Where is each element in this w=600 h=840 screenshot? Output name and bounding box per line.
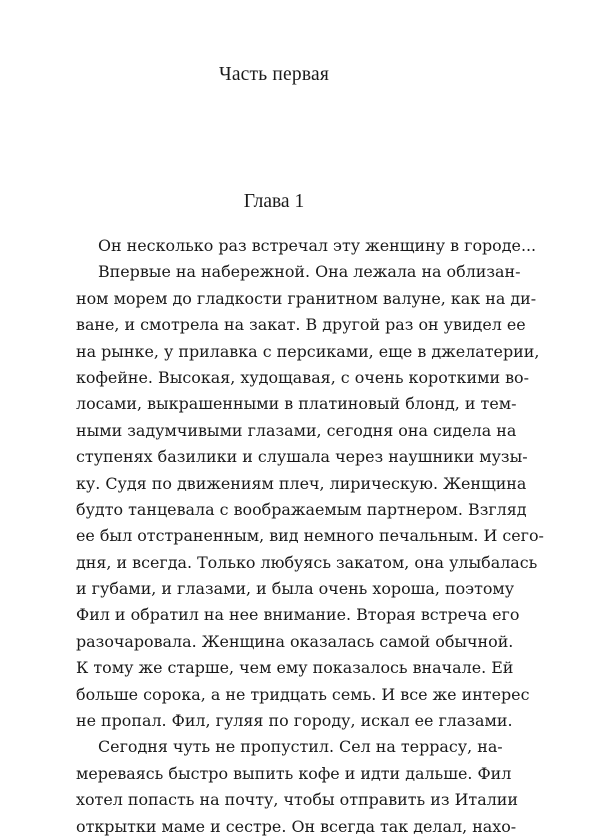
text-line: кофейне. Высокая, худощавая, с очень короткими во- xyxy=(76,367,529,387)
text-line: ване, и смотрела на закат. В другой раз он увидел ее xyxy=(76,315,526,335)
text-line: ее был отстраненным, вид немного печальным. И сего- xyxy=(76,526,544,546)
text-line: лосами, выкрашенными в платиновый блонд, и тем- xyxy=(76,394,517,414)
text-line: мереваясь быстро выпить кофе и идти дальше. Фил xyxy=(76,763,512,783)
text-line: Сегодня чуть не пропустил. Сел на террасу, на- xyxy=(98,737,503,757)
text-line: больше сорока, а не тридцать семь. И все же интерес xyxy=(76,684,530,704)
chapter-body xyxy=(76,233,544,840)
text-line: разочаровала. Женщина оказалась самой обычной. xyxy=(76,631,514,651)
text-line: Впервые на набережной. Она лежала на облизан- xyxy=(98,262,521,282)
text-line: ку. Судя по движениям плеч, лирическую. Женщина xyxy=(76,473,527,493)
text-line: открытки маме и сестре. Он всегда так делал, нахо- xyxy=(76,816,517,836)
text-line: К тому же старше, чем ему показалось вначале. Ей xyxy=(76,658,514,678)
text-line: Он несколько раз встречал эту женщину в городе... xyxy=(98,236,537,255)
paragraph xyxy=(76,233,544,734)
text-line: будто танцевала с воображаемым партнером. Взгляд xyxy=(76,499,527,519)
text-line: ном морем до гладкости гранитном валуне, как на ди- xyxy=(76,288,537,308)
text-line: не пропал. Фил, гуляя по городу, искал ее глазами. xyxy=(76,711,513,731)
text-line: Фил и обратил на нее внимание. Вторая встреча его xyxy=(76,605,520,625)
text-line: и губами, и глазами, и была очень хороша, поэтому xyxy=(76,579,515,599)
chapter-title: Глава 1 xyxy=(243,191,305,212)
paragraph xyxy=(76,734,518,840)
text-line: хотел попасть на почту, чтобы отправить из Италии xyxy=(76,790,518,810)
text-line: ными задумчивыми глазами, сегодня она сидела на xyxy=(76,420,517,440)
part-title: Часть первая xyxy=(218,64,330,85)
text-line: ступенях базилики и слушала через наушники музы- xyxy=(76,447,528,467)
text-line: дня, и всегда. Только любуясь закатом, она улыбалась xyxy=(76,552,538,572)
text-line: на рынке, у прилавка с персиками, еще в джелатерии, xyxy=(76,341,540,361)
